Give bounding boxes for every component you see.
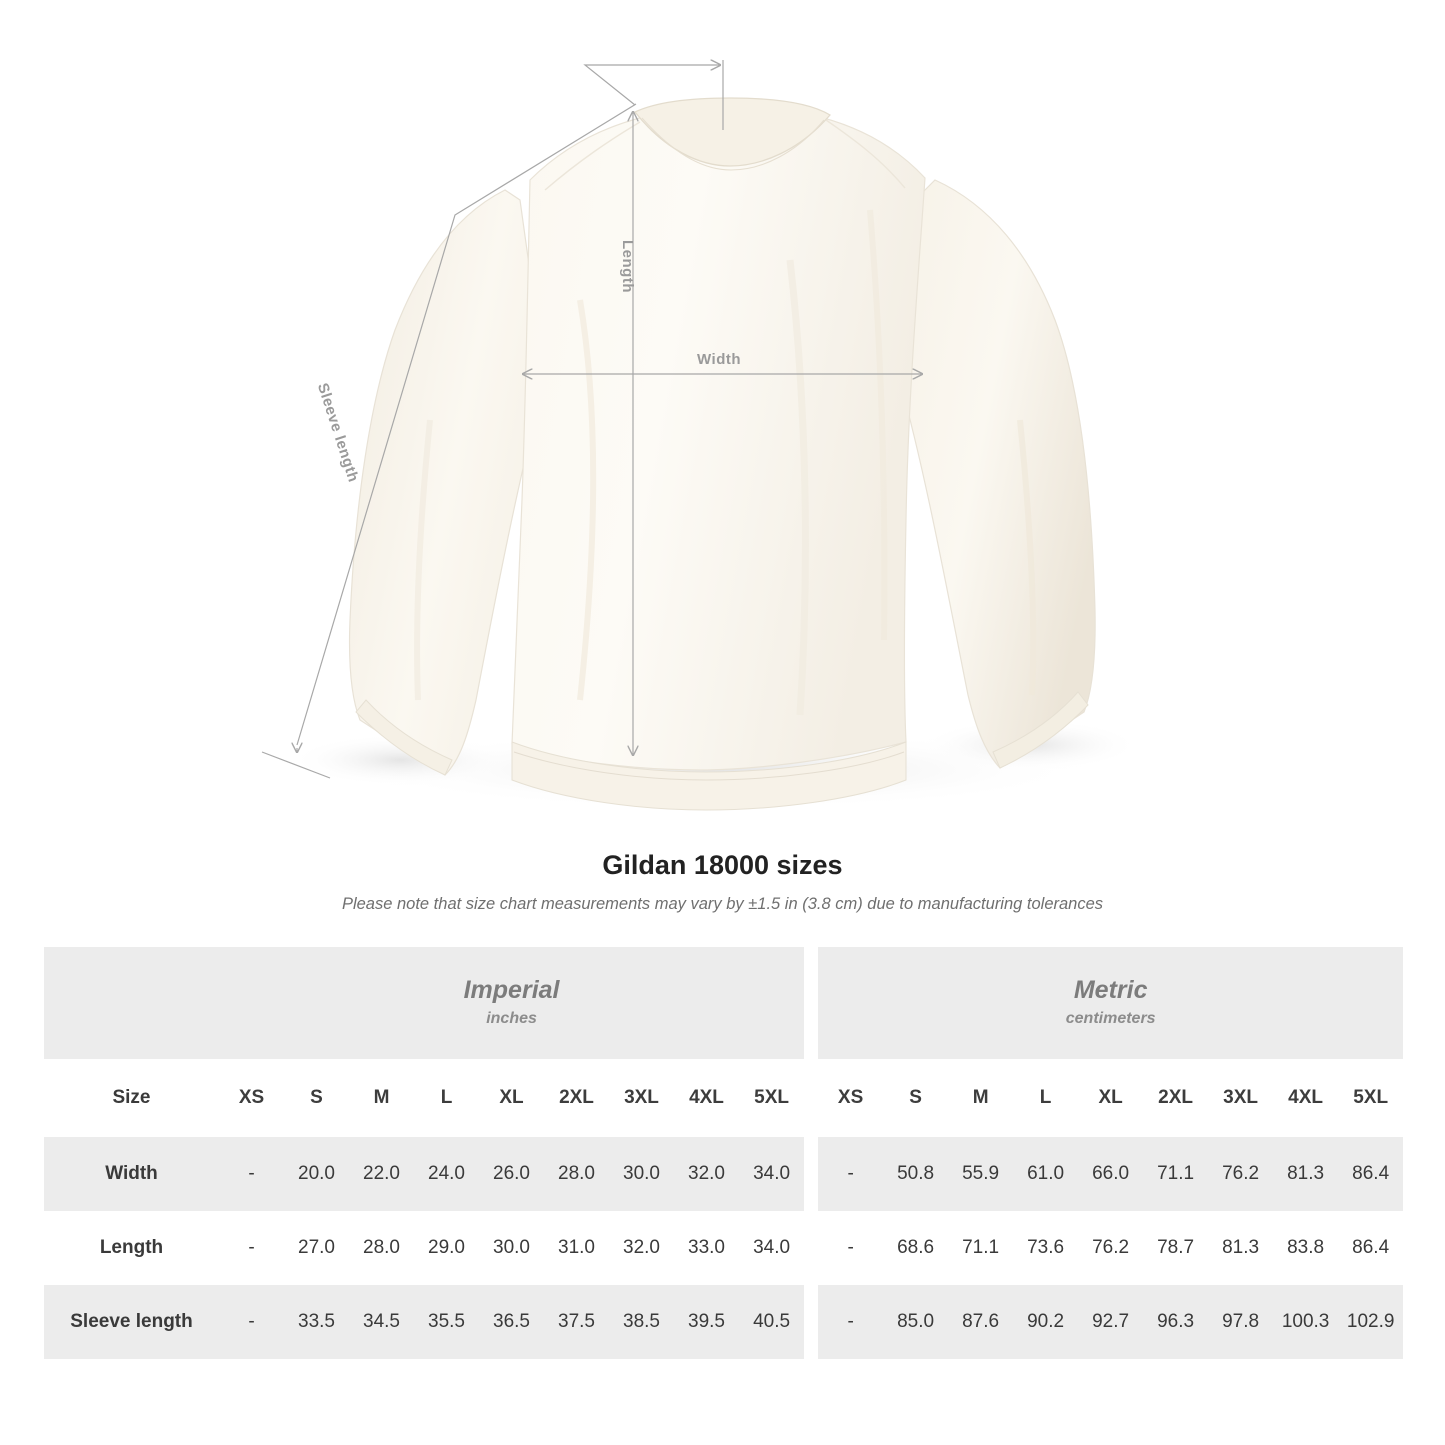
size-table-wrap (44, 947, 1401, 1359)
col-metric-5xl: 5XL (1338, 1059, 1403, 1137)
cell-sleeve-imperial-3xl: 38.5 (609, 1285, 674, 1359)
cell-sleeve-metric-xl: 92.7 (1078, 1285, 1143, 1359)
cell-width-imperial-2xl: 28.0 (544, 1137, 609, 1211)
cell-width-metric-xs: - (818, 1137, 883, 1211)
col-metric-xs: XS (818, 1059, 883, 1137)
unit-metric-name: Metric (1073, 975, 1148, 1004)
col-imperial-2xl: 2XL (544, 1059, 609, 1137)
row-label-length: Length (44, 1211, 219, 1285)
cell-width-metric-xl: 66.0 (1078, 1137, 1143, 1211)
cell-width-metric-5xl: 86.4 (1338, 1137, 1403, 1211)
cell-width-imperial-xl: 26.0 (479, 1137, 544, 1211)
col-imperial-xl: XL (479, 1059, 544, 1137)
cell-length-metric-m: 71.1 (948, 1211, 1013, 1285)
cell-sleeve-imperial-4xl: 39.5 (674, 1285, 739, 1359)
row-gap-length (804, 1211, 818, 1285)
col-metric-m: M (948, 1059, 1013, 1137)
header-gap (804, 1059, 818, 1137)
cell-sleeve-imperial-m: 34.5 (349, 1285, 414, 1359)
col-metric-xl: XL (1078, 1059, 1143, 1137)
cell-length-imperial-4xl: 33.0 (674, 1211, 739, 1285)
cell-length-imperial-m: 28.0 (349, 1211, 414, 1285)
cell-length-imperial-2xl: 31.0 (544, 1211, 609, 1285)
cell-length-imperial-l: 29.0 (414, 1211, 479, 1285)
cell-length-metric-3xl: 81.3 (1208, 1211, 1273, 1285)
cell-sleeve-metric-5xl: 102.9 (1338, 1285, 1403, 1359)
cell-length-imperial-3xl: 32.0 (609, 1211, 674, 1285)
cell-sleeve-imperial-s: 33.5 (284, 1285, 349, 1359)
cell-width-metric-s: 50.8 (883, 1137, 948, 1211)
cell-length-metric-xl: 76.2 (1078, 1211, 1143, 1285)
cell-width-metric-m: 55.9 (948, 1137, 1013, 1211)
tolerance-note: Please note that size chart measurements may vary by ±1.5 in (3.8 cm) due to manufacturing tolerances (341, 895, 1104, 913)
cell-length-metric-5xl: 86.4 (1338, 1211, 1403, 1285)
col-imperial-3xl: 3XL (609, 1059, 674, 1137)
cell-sleeve-metric-l: 90.2 (1013, 1285, 1078, 1359)
cell-width-metric-3xl: 76.2 (1208, 1137, 1273, 1211)
unit-imperial-name: Imperial (463, 975, 560, 1004)
units-spacer (44, 947, 219, 1059)
unit-imperial-sub: inches (486, 1009, 537, 1027)
col-imperial-5xl: 5XL (739, 1059, 804, 1137)
cell-sleeve-metric-4xl: 100.3 (1273, 1285, 1338, 1359)
row-label-width: Width (44, 1137, 219, 1211)
table-row (44, 1285, 1403, 1359)
cell-sleeve-metric-xs: - (818, 1285, 883, 1359)
page-title: Gildan 18000 sizes (602, 850, 843, 880)
cell-width-imperial-m: 22.0 (349, 1137, 414, 1211)
col-imperial-m: M (349, 1059, 414, 1137)
col-metric-l: L (1013, 1059, 1078, 1137)
cell-sleeve-imperial-2xl: 37.5 (544, 1285, 609, 1359)
col-metric-s: S (883, 1059, 948, 1137)
table-row (44, 1211, 1403, 1285)
unit-metric (818, 947, 1403, 1059)
col-imperial-xs: XS (219, 1059, 284, 1137)
col-metric-4xl: 4XL (1273, 1059, 1338, 1137)
cell-width-imperial-3xl: 30.0 (609, 1137, 674, 1211)
size-table (44, 947, 1403, 1359)
unit-imperial (219, 947, 804, 1059)
row-gap-width (804, 1137, 818, 1211)
cell-length-metric-s: 68.6 (883, 1211, 948, 1285)
unit-metric-sub: centimeters (1065, 1009, 1156, 1027)
cell-length-imperial-xs: - (219, 1211, 284, 1285)
col-metric-3xl: 3XL (1208, 1059, 1273, 1137)
cell-sleeve-metric-s: 85.0 (883, 1285, 948, 1359)
cell-length-metric-4xl: 83.8 (1273, 1211, 1338, 1285)
cell-width-imperial-l: 24.0 (414, 1137, 479, 1211)
units-header-row (44, 947, 1403, 1059)
cell-length-metric-2xl: 78.7 (1143, 1211, 1208, 1285)
title-block (0, 850, 1445, 914)
cell-sleeve-metric-3xl: 97.8 (1208, 1285, 1273, 1359)
label-sleeve-length: Sleeve length (313, 381, 362, 485)
cell-sleeve-metric-2xl: 96.3 (1143, 1285, 1208, 1359)
cell-width-imperial-s: 20.0 (284, 1137, 349, 1211)
table-row (44, 1137, 1403, 1211)
cell-sleeve-metric-m: 87.6 (948, 1285, 1013, 1359)
cell-sleeve-imperial-5xl: 40.5 (739, 1285, 804, 1359)
col-imperial-l: L (414, 1059, 479, 1137)
cell-sleeve-imperial-xs: - (219, 1285, 284, 1359)
cell-width-metric-4xl: 81.3 (1273, 1137, 1338, 1211)
label-length: Length (619, 240, 636, 293)
cell-length-imperial-5xl: 34.0 (739, 1211, 804, 1285)
cell-sleeve-imperial-xl: 36.5 (479, 1285, 544, 1359)
cell-width-metric-l: 61.0 (1013, 1137, 1078, 1211)
cell-length-metric-xs: - (818, 1211, 883, 1285)
label-width: Width (697, 351, 742, 368)
cell-length-metric-l: 73.6 (1013, 1211, 1078, 1285)
col-metric-2xl: 2XL (1143, 1059, 1208, 1137)
size-header-label: Size (44, 1059, 219, 1137)
cell-length-imperial-xl: 30.0 (479, 1211, 544, 1285)
col-imperial-4xl: 4XL (674, 1059, 739, 1137)
cell-width-imperial-4xl: 32.0 (674, 1137, 739, 1211)
cell-sleeve-imperial-l: 35.5 (414, 1285, 479, 1359)
row-gap-sleeve (804, 1285, 818, 1359)
cell-width-metric-2xl: 71.1 (1143, 1137, 1208, 1211)
units-gap (804, 947, 818, 1059)
cell-width-imperial-xs: - (219, 1137, 284, 1211)
row-label-sleeve-length: Sleeve length (44, 1285, 219, 1359)
size-header-row (44, 1059, 1403, 1137)
cell-width-imperial-5xl: 34.0 (739, 1137, 804, 1211)
cell-length-imperial-s: 27.0 (284, 1211, 349, 1285)
col-imperial-s: S (284, 1059, 349, 1137)
